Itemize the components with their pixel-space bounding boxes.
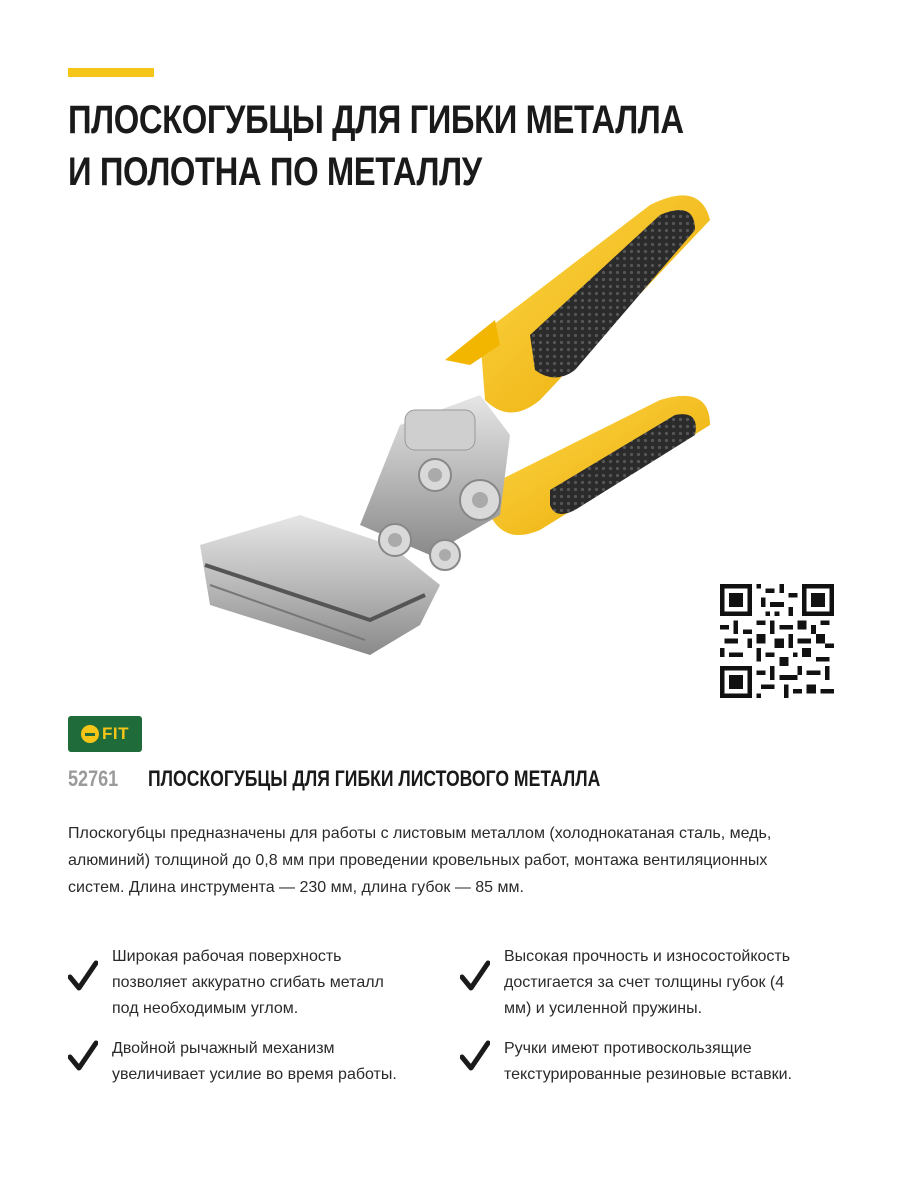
feature-text: Высокая прочность и износостойкость достигается за счет толщины губок (4 мм) и усиленной пружины. [504, 948, 791, 1017]
feature-text: Двойной рычажный механизм увеличивает усилие во время работы. [112, 1040, 397, 1083]
title-line-1: ПЛОСКОГУБЦЫ ДЛЯ ГИБКИ МЕТАЛЛА [68, 98, 684, 142]
checkmark-icon [460, 960, 490, 992]
qr-code-icon [720, 584, 834, 698]
checkmark-icon [68, 1040, 98, 1072]
seaming-pliers-image [180, 185, 740, 675]
product-description: Плоскогубцы предназначены для работы с листовым металлом (холоднокатаная сталь, медь, алюминий) толщиной до 0,8 мм при проведении кровельных работ, монтажа вентиляционных систем. Длина инструмента — 230 мм, длина губок — 85 мм. [68, 825, 772, 896]
page-title [68, 94, 691, 198]
product-sku: 52761 [68, 766, 119, 791]
checkmark-icon [68, 960, 98, 992]
feature-text: Широкая рабочая поверхность позволяет аккуратно сгибать металл под необходимым углом. [112, 948, 384, 1017]
logo-text: FIT [102, 724, 129, 743]
feature-text: Ручки имеют противоскользящие текстурированные резиновые вставки. [504, 1040, 792, 1083]
accent-bar [68, 68, 154, 77]
logo-mark-icon [81, 725, 99, 743]
fit-logo [68, 716, 142, 752]
checkmark-icon [460, 1040, 490, 1072]
title-line-2: И ПОЛОТНА ПО МЕТАЛЛУ [68, 150, 482, 194]
product-name: ПЛОСКОГУБЦЫ ДЛЯ ГИБКИ ЛИСТОВОГО МЕТАЛЛА [148, 766, 601, 791]
